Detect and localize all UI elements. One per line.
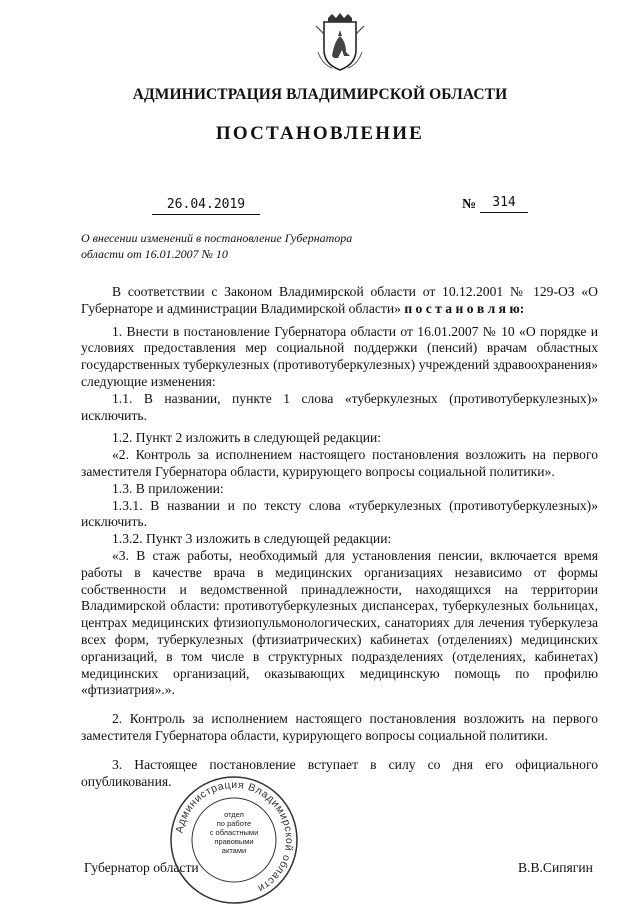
paragraph-1-3: 1.3. В приложении: (112, 480, 224, 496)
stamp-inner-line: актами (221, 846, 247, 855)
signature-title: Губернатор области (84, 860, 199, 875)
subject-line-2: области от 16.01.2007 № 10 (81, 247, 228, 261)
decree-word: п о с т а н о в л я ю: (404, 300, 525, 316)
stamp-inner-line: правовыми (214, 837, 254, 846)
subject-line-1: О внесении изменений в постановление Губернатора (81, 231, 353, 245)
paragraph-1-3-1: 1.3.1. В названии и по тексту слова «туберкулезных (противотуберкулезных)» исключить. (81, 497, 598, 530)
coat-of-arms-icon (310, 12, 370, 74)
preamble-paragraph (81, 284, 598, 318)
number-label: № (462, 197, 477, 212)
paragraph-1-3-2-text: «3. В стаж работы, необходимый для установления пенсии, включается время работы в качестве врача в медицинских организациях независимо от формы собственности и ведомственной принадлежности, находящихся на территории Владимирской области: противотуберкулезных диспансерах, туберкулезных больницах, центрах медицинских фтизиопульмонологических, санаториях для лечения туберкулеза всех форм, туберкулезных (фтизиатрических) кабинетах (отделениях) медицинских организаций, в том числе в структурных подразделениях (отделениях, кабинетах) медицинских организаций, оказывающих медицинскую помощь по профилю «фтизиатрия».». (81, 547, 598, 698)
paragraph-1: 1. Внести в постановление Губернатора области от 16.01.2007 № 10 «О порядке и условиях предоставления мер социальной поддержки (пенсий) врачам областных государственных туберкулезных (противотуберкулезных) учреждений здравоохранения» следующие изменения: (81, 323, 598, 389)
paragraph-1-1: 1.1. В названии, пункте 1 слова «туберкулезных (противотуберкулезных)» исключить. (81, 390, 598, 423)
organization-title: АДМИНИСТРАЦИЯ ВЛАДИМИРСКОЙ ОБЛАСТИ (132, 86, 508, 103)
document-date: 26.04.2019 (152, 196, 260, 215)
stamp-inner-text (204, 810, 264, 855)
stamp-inner-line: с областными (209, 828, 259, 837)
document-type-title: ПОСТАНОВЛЕНИЕ (215, 123, 425, 144)
paragraph-3: 3. Настоящее постановление вступает в силу со дня его официального опубликования. (81, 756, 598, 789)
stamp-inner-line: по работе (216, 819, 252, 828)
stamp-inner-line: отдел (224, 810, 244, 819)
document-body (81, 284, 598, 790)
signature-name: В.В.Сипягин (518, 860, 593, 875)
paragraph-2: 2. Контроль за исполнением настоящего постановления возложить на первого заместителя Губернатора области, курирующего вопросы социальной политики. (81, 711, 598, 743)
document-subject (81, 230, 401, 262)
preamble-text: В соответствии с Законом Владимирской области от 10.12.2001 № 129-ОЗ «О Губернаторе и администрации Владимирской области» (81, 284, 598, 316)
paragraph-1-2-text: «2. Контроль за исполнением настоящего постановления возложить на первого заместителя Губернатора области, курирующего вопросы социальной политики». (81, 447, 598, 479)
paragraph-1-2: 1.2. Пункт 2 изложить в следующей редакции: (112, 430, 382, 446)
paragraph-1-3-2: 1.3.2. Пункт 3 изложить в следующей редакции: (112, 531, 392, 547)
stamp-ring-text: Администрация Владимирской области (173, 778, 296, 895)
document-number: 314 (480, 194, 528, 213)
